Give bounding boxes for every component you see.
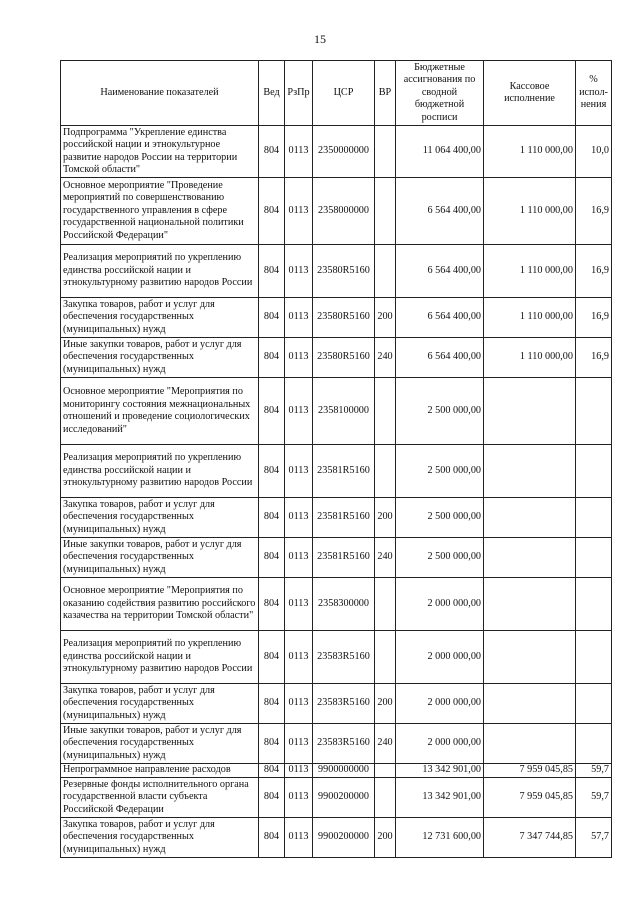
cell-percent: 16,9 [576, 298, 612, 338]
cell-vr [375, 631, 396, 684]
header-ved: Вед [259, 61, 285, 126]
cell-csr: 23580R5160 [313, 245, 375, 298]
table-row [61, 445, 612, 498]
cell-ved: 804 [259, 378, 285, 445]
cell-csr: 9900200000 [313, 778, 375, 818]
header-rzpr: РзПр [285, 61, 313, 126]
cell-budget: 13 342 901,00 [396, 778, 484, 818]
table-row [61, 631, 612, 684]
table-row [61, 298, 612, 338]
cell-vr [375, 778, 396, 818]
cell-budget: 2 500 000,00 [396, 378, 484, 445]
cell-csr: 23583R5160 [313, 724, 375, 764]
header-cash: Кассовое исполнение [484, 61, 576, 126]
table-row [61, 778, 612, 818]
table-row [61, 684, 612, 724]
cell-cash [484, 378, 576, 445]
header-budget: Бюджетные ассигнования по сводной бюджетной росписи [396, 61, 484, 126]
cell-vr [375, 126, 396, 178]
cell-cash: 7 959 045,85 [484, 778, 576, 818]
cell-rzpr: 0113 [285, 126, 313, 178]
cell-name: Реализация мероприятий по укреплению единства российской нации и этнокультурному развитию народов России [61, 445, 259, 498]
cell-percent [576, 724, 612, 764]
cell-csr: 2358300000 [313, 578, 375, 631]
cell-csr: 23581R5160 [313, 538, 375, 578]
cell-name: Иные закупки товаров, работ и услуг для обеспечения государственных (муниципальных) нужд [61, 724, 259, 764]
cell-cash [484, 684, 576, 724]
cell-name: Иные закупки товаров, работ и услуг для обеспечения государственных (муниципальных) нужд [61, 338, 259, 378]
table-row [61, 724, 612, 764]
cell-percent: 16,9 [576, 178, 612, 245]
header-percent: % испол-нения [576, 61, 612, 126]
table-body [61, 126, 612, 858]
cell-vr: 200 [375, 684, 396, 724]
cell-ved: 804 [259, 178, 285, 245]
cell-rzpr: 0113 [285, 445, 313, 498]
cell-ved: 804 [259, 445, 285, 498]
cell-vr [375, 178, 396, 245]
cell-vr: 200 [375, 818, 396, 858]
cell-rzpr: 0113 [285, 578, 313, 631]
table-row [61, 245, 612, 298]
header-csr: ЦСР [313, 61, 375, 126]
cell-rzpr: 0113 [285, 298, 313, 338]
cell-budget: 2 500 000,00 [396, 498, 484, 538]
cell-rzpr: 0113 [285, 538, 313, 578]
cell-percent: 57,7 [576, 818, 612, 858]
cell-budget: 2 000 000,00 [396, 684, 484, 724]
cell-ved: 804 [259, 724, 285, 764]
cell-vr: 200 [375, 498, 396, 538]
cell-csr: 23581R5160 [313, 498, 375, 538]
cell-name: Реализация мероприятий по укреплению единства российской нации и этнокультурному развитию народов России [61, 245, 259, 298]
cell-vr: 240 [375, 338, 396, 378]
cell-name: Реализация мероприятий по укреплению единства российской нации и этнокультурному развитию народов России [61, 631, 259, 684]
cell-rzpr: 0113 [285, 178, 313, 245]
cell-name: Основное мероприятие "Мероприятия по мониторингу состояния межнациональных отношений и проведение социологических исследований" [61, 378, 259, 445]
cell-name: Непрограммное направление расходов [61, 764, 259, 778]
cell-name: Подпрограмма "Укрепление единства российской нации и этнокультурное развитие народов России на территории Томской области" [61, 126, 259, 178]
cell-budget: 6 564 400,00 [396, 338, 484, 378]
cell-csr: 23583R5160 [313, 684, 375, 724]
cell-ved: 804 [259, 684, 285, 724]
cell-percent: 16,9 [576, 245, 612, 298]
cell-rzpr: 0113 [285, 724, 313, 764]
cell-name: Закупка товаров, работ и услуг для обеспечения государственных (муниципальных) нужд [61, 818, 259, 858]
cell-rzpr: 0113 [285, 818, 313, 858]
cell-vr: 240 [375, 538, 396, 578]
cell-ved: 804 [259, 538, 285, 578]
cell-cash [484, 445, 576, 498]
cell-percent [576, 684, 612, 724]
cell-csr: 2358000000 [313, 178, 375, 245]
table-row [61, 338, 612, 378]
header-name: Наименование показателей [61, 61, 259, 126]
cell-csr: 23581R5160 [313, 445, 375, 498]
cell-percent [576, 498, 612, 538]
cell-rzpr: 0113 [285, 498, 313, 538]
cell-rzpr: 0113 [285, 378, 313, 445]
cell-budget: 13 342 901,00 [396, 764, 484, 778]
cell-percent: 10,0 [576, 126, 612, 178]
cell-cash: 1 110 000,00 [484, 126, 576, 178]
table-row [61, 578, 612, 631]
cell-csr: 9900200000 [313, 818, 375, 858]
cell-budget: 6 564 400,00 [396, 298, 484, 338]
cell-vr: 240 [375, 724, 396, 764]
cell-cash [484, 578, 576, 631]
cell-budget: 12 731 600,00 [396, 818, 484, 858]
cell-ved: 804 [259, 778, 285, 818]
cell-budget: 2 000 000,00 [396, 724, 484, 764]
cell-budget: 2 500 000,00 [396, 538, 484, 578]
header-vr: ВР [375, 61, 396, 126]
cell-name: Основное мероприятие "Мероприятия по оказанию содействия развитию российского казачества на территории Томской области" [61, 578, 259, 631]
cell-ved: 804 [259, 818, 285, 858]
table-row [61, 764, 612, 778]
cell-name: Резервные фонды исполнительного органа государственной власти субъекта Российской Федерации [61, 778, 259, 818]
cell-ved: 804 [259, 578, 285, 631]
cell-percent [576, 631, 612, 684]
cell-budget: 2 000 000,00 [396, 578, 484, 631]
cell-vr [375, 378, 396, 445]
cell-rzpr: 0113 [285, 684, 313, 724]
cell-budget: 6 564 400,00 [396, 178, 484, 245]
cell-ved: 804 [259, 298, 285, 338]
cell-ved: 804 [259, 498, 285, 538]
cell-vr [375, 764, 396, 778]
cell-percent [576, 445, 612, 498]
cell-cash: 1 110 000,00 [484, 245, 576, 298]
cell-budget: 11 064 400,00 [396, 126, 484, 178]
cell-csr: 23583R5160 [313, 631, 375, 684]
cell-percent [576, 538, 612, 578]
budget-execution-table [60, 60, 612, 858]
cell-name: Закупка товаров, работ и услуг для обеспечения государственных (муниципальных) нужд [61, 498, 259, 538]
cell-vr [375, 578, 396, 631]
cell-rzpr: 0113 [285, 338, 313, 378]
cell-percent: 59,7 [576, 764, 612, 778]
cell-csr: 9900000000 [313, 764, 375, 778]
cell-csr: 2358100000 [313, 378, 375, 445]
cell-budget: 2 500 000,00 [396, 445, 484, 498]
table-header-row [61, 61, 612, 126]
table-row [61, 538, 612, 578]
cell-name: Закупка товаров, работ и услуг для обеспечения государственных (муниципальных) нужд [61, 684, 259, 724]
cell-cash [484, 538, 576, 578]
table-row [61, 498, 612, 538]
table-row [61, 126, 612, 178]
cell-rzpr: 0113 [285, 778, 313, 818]
cell-budget: 2 000 000,00 [396, 631, 484, 684]
cell-cash: 1 110 000,00 [484, 298, 576, 338]
cell-percent: 59,7 [576, 778, 612, 818]
cell-rzpr: 0113 [285, 245, 313, 298]
table-row [61, 378, 612, 445]
cell-ved: 804 [259, 245, 285, 298]
cell-name: Иные закупки товаров, работ и услуг для обеспечения государственных (муниципальных) нужд [61, 538, 259, 578]
cell-percent [576, 578, 612, 631]
cell-rzpr: 0113 [285, 631, 313, 684]
cell-name: Закупка товаров, работ и услуг для обеспечения государственных (муниципальных) нужд [61, 298, 259, 338]
cell-rzpr: 0113 [285, 764, 313, 778]
cell-cash: 7 959 045,85 [484, 764, 576, 778]
cell-ved: 804 [259, 338, 285, 378]
cell-ved: 804 [259, 631, 285, 684]
cell-vr [375, 245, 396, 298]
cell-cash: 1 110 000,00 [484, 178, 576, 245]
cell-csr: 23580R5160 [313, 338, 375, 378]
cell-cash [484, 498, 576, 538]
cell-vr [375, 445, 396, 498]
cell-percent: 16,9 [576, 338, 612, 378]
cell-cash: 1 110 000,00 [484, 338, 576, 378]
cell-cash: 7 347 744,85 [484, 818, 576, 858]
cell-cash [484, 631, 576, 684]
cell-csr: 2350000000 [313, 126, 375, 178]
table-row [61, 178, 612, 245]
cell-budget: 6 564 400,00 [396, 245, 484, 298]
cell-ved: 804 [259, 764, 285, 778]
cell-cash [484, 724, 576, 764]
cell-percent [576, 378, 612, 445]
cell-csr: 23580R5160 [313, 298, 375, 338]
cell-name: Основное мероприятие "Проведение мероприятий по совершенствованию государственного управления в сфере государственной национальной политики Российской Федерации" [61, 178, 259, 245]
page-number: 15 [314, 32, 326, 46]
cell-vr: 200 [375, 298, 396, 338]
table-row [61, 818, 612, 858]
cell-ved: 804 [259, 126, 285, 178]
